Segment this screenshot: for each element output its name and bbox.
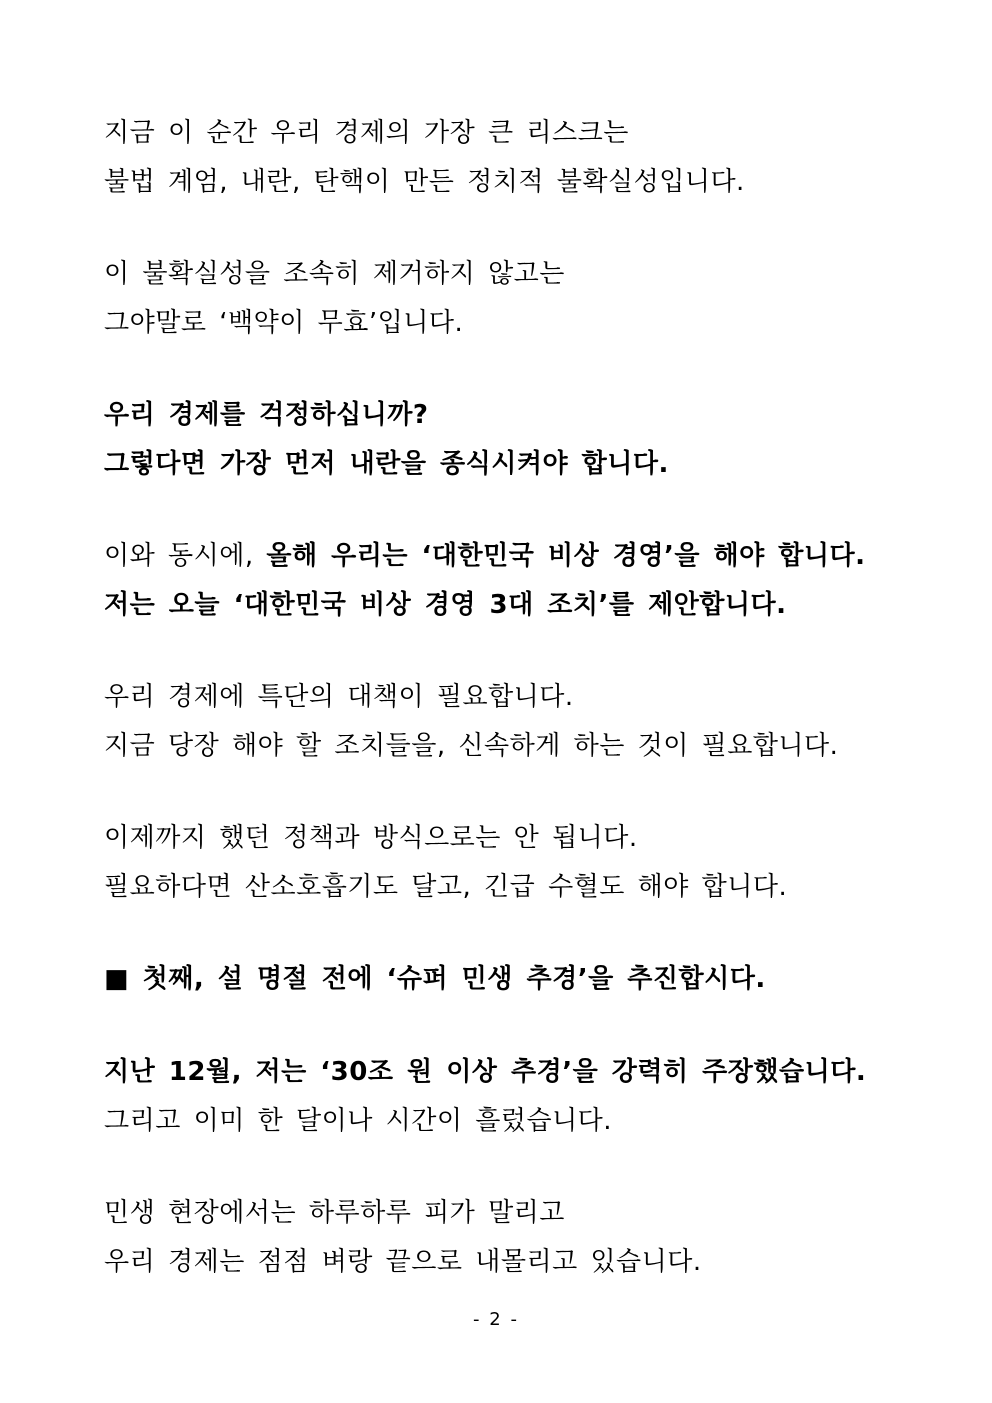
- text-segment: 그렇다면 가장 먼저 내란을 종식시켜야 합니다.: [104, 449, 669, 479]
- text-segment: 필요하다면 산소호흡기도 달고, 긴급 수혈도 해야 합니다.: [104, 872, 788, 902]
- text-segment-bold: 올해 우리는 ‘대한민국 비상 경영’을 해야 합니다.: [266, 541, 866, 571]
- text-line: [104, 116, 629, 150]
- text-segment: 우리 경제는 점점 벼랑 끝으로 내몰리고 있습니다.: [104, 1247, 702, 1277]
- text-segment: ■ 첫째, 설 명절 전에 ‘슈퍼 민생 추경’을 추진합시다.: [104, 964, 766, 994]
- text-line: [104, 306, 463, 340]
- text-segment: 저는 오늘 ‘대한민국 비상 경영 3대 조치’를 제안합니다.: [104, 590, 787, 620]
- text-line: [104, 680, 574, 714]
- text-line: [104, 398, 428, 432]
- text-line: [104, 447, 669, 481]
- text-segment: 이와 동시에,: [104, 541, 267, 571]
- text-segment: 민생 현장에서는 하루하루 피가 말리고: [104, 1198, 565, 1228]
- text-segment: 이제까지 했던 정책과 방식으로는 안 됩니다.: [104, 823, 638, 853]
- text-line: [104, 539, 866, 573]
- section-heading: [104, 962, 766, 996]
- text-segment: 지난 12월, 저는 ‘30조 원 이상 추경’을 강력히 주장했습니다.: [104, 1057, 867, 1087]
- text-line: [104, 257, 565, 291]
- text-segment: 지금 이 순간 우리 경제의 가장 큰 리스크는: [104, 118, 629, 148]
- text-segment: 우리 경제에 특단의 대책이 필요합니다.: [104, 682, 574, 712]
- text-line: [104, 1245, 702, 1279]
- text-segment: 지금 당장 해야 할 조치들을, 신속하게 하는 것이 필요합니다.: [104, 731, 839, 761]
- text-line: [104, 729, 838, 763]
- text-line: [104, 1055, 866, 1089]
- text-segment: 우리 경제를 걱정하십니까?: [104, 400, 429, 430]
- text-segment: 불법 계엄, 내란, 탄핵이 만든 정치적 불확실성입니다.: [104, 167, 745, 197]
- text-segment: 이 불확실성을 조속히 제거하지 않고는: [104, 259, 565, 289]
- text-line: [104, 821, 638, 855]
- text-line: [104, 870, 787, 904]
- text-line: [104, 1196, 565, 1230]
- text-line: [104, 588, 787, 622]
- page-number: - 2 -: [473, 1309, 519, 1330]
- text-line: [104, 1104, 612, 1138]
- text-segment: 그리고 이미 한 달이나 시간이 흘렀습니다.: [104, 1106, 613, 1136]
- text-line: [104, 165, 745, 199]
- text-segment: 그야말로 ‘백약이 무효’입니다.: [104, 308, 464, 338]
